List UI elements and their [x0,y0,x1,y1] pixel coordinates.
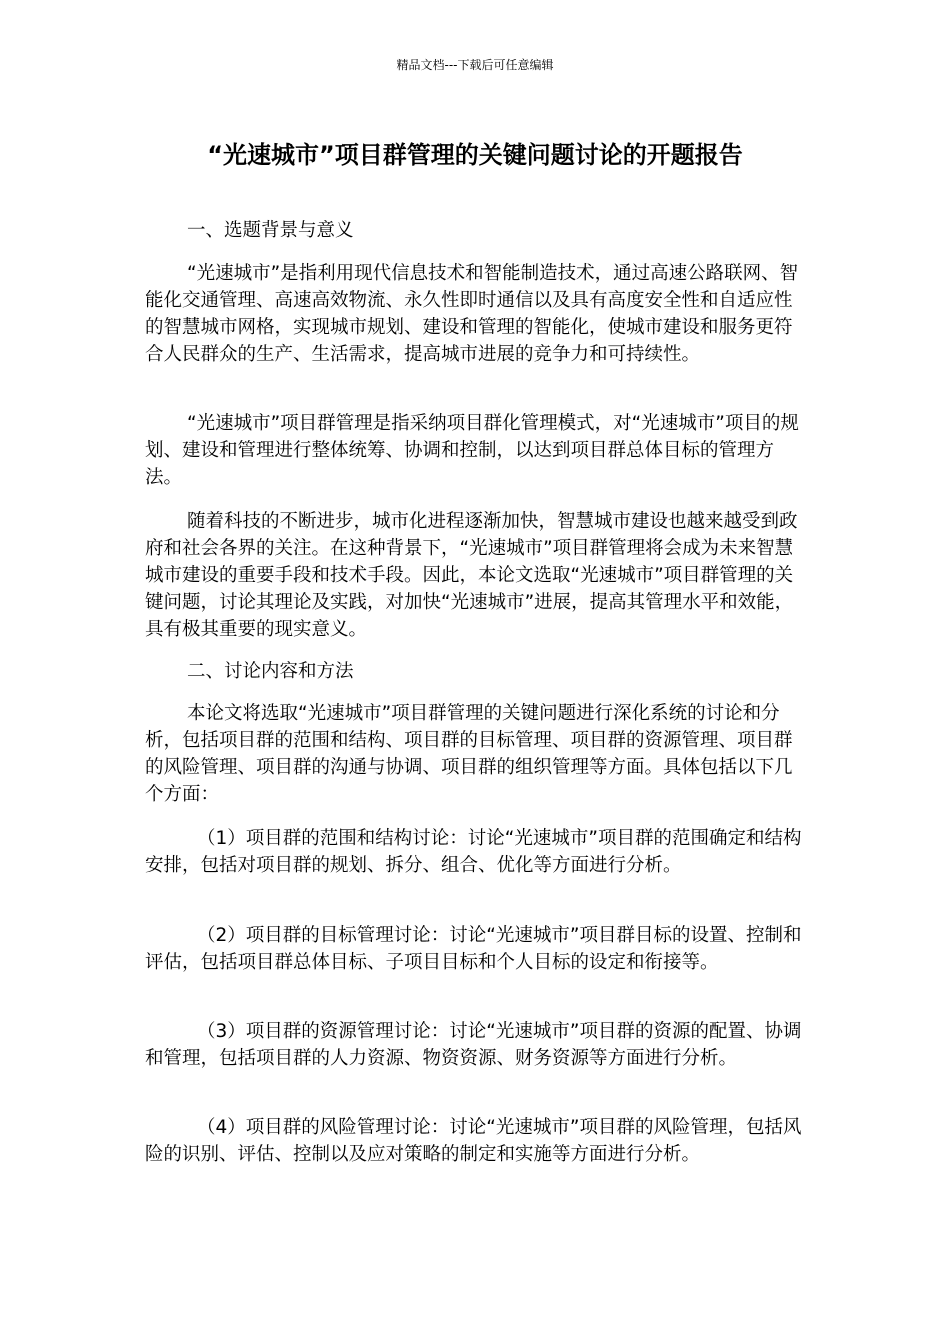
paragraph-project-group-definition: “光速城市”项目群管理是指采纳项目群化管理模式，对“光速城市”项目的规划、建设和管理进行整体统筹、协调和控制，以达到项目群总体目标的管理方法。 [145,413,799,488]
paragraph-definition: “光速城市”是指利用现代信息技术和智能制造技术，通过高速公路联网、智能化交通管理、高速高效物流、永久性即时通信以及具有高度安全性和自适应性的智慧城市网格，实现城市规划、建设和管理的智能化，使城市建设和服务更符合人民群众的生产、生活需求，提高城市进展的竞争力和可持续性。 [145,263,799,365]
section-heading-background: 一、选题背景与意义 [187,220,354,241]
list-item-resource-management: （3）项目群的资源管理讨论：讨论“光速城市”项目群的资源的配置、协调和管理，包括项目群的人力资源、物资资源、财务资源等方面进行分析。 [145,1021,802,1069]
section-heading-content-method: 二、讨论内容和方法 [187,661,354,682]
list-item-scope-structure: （1）项目群的范围和结构讨论：讨论“光速城市”项目群的范围确定和结构安排，包括对项目群的规划、拆分、组合、优化等方面进行分析。 [145,828,802,876]
page-header-note: 精品文档---下载后可任意编辑 [396,58,554,72]
paragraph-research-scope: 本论文将选取“光速城市”项目群管理的关键问题进行深化系统的讨论和分析，包括项目群的范围和结构、项目群的目标管理、项目群的资源管理、项目群的风险管理、项目群的沟通与协调、项目群的组织管理等方面。具体包括以下几个方面： [145,703,793,805]
list-item-objective-management: （2）项目群的目标管理讨论：讨论“光速城市”项目群目标的设置、控制和评估，包括项目群总体目标、子项目目标和个人目标的设定和衔接等。 [145,925,802,973]
list-item-risk-management: （4）项目群的风险管理讨论：讨论“光速城市”项目群的风险管理，包括风险的识别、评估、控制以及应对策略的制定和实施等方面进行分析。 [145,1117,802,1165]
paragraph-significance: 随着科技的不断进步，城市化进程逐渐加快，智慧城市建设也越来越受到政府和社会各界的关注。在这种背景下，“光速城市”项目群管理将会成为未来智慧城市建设的重要手段和技术手段。因此，本论文选取“光速城市”项目群管理的关键问题，讨论其理论及实践，对加快“光速城市”进展，提高其管理水平和效能，具有极其重要的现实意义。 [145,511,798,640]
document-title: “光速城市”项目群管理的关键问题讨论的开题报告 [207,141,743,169]
